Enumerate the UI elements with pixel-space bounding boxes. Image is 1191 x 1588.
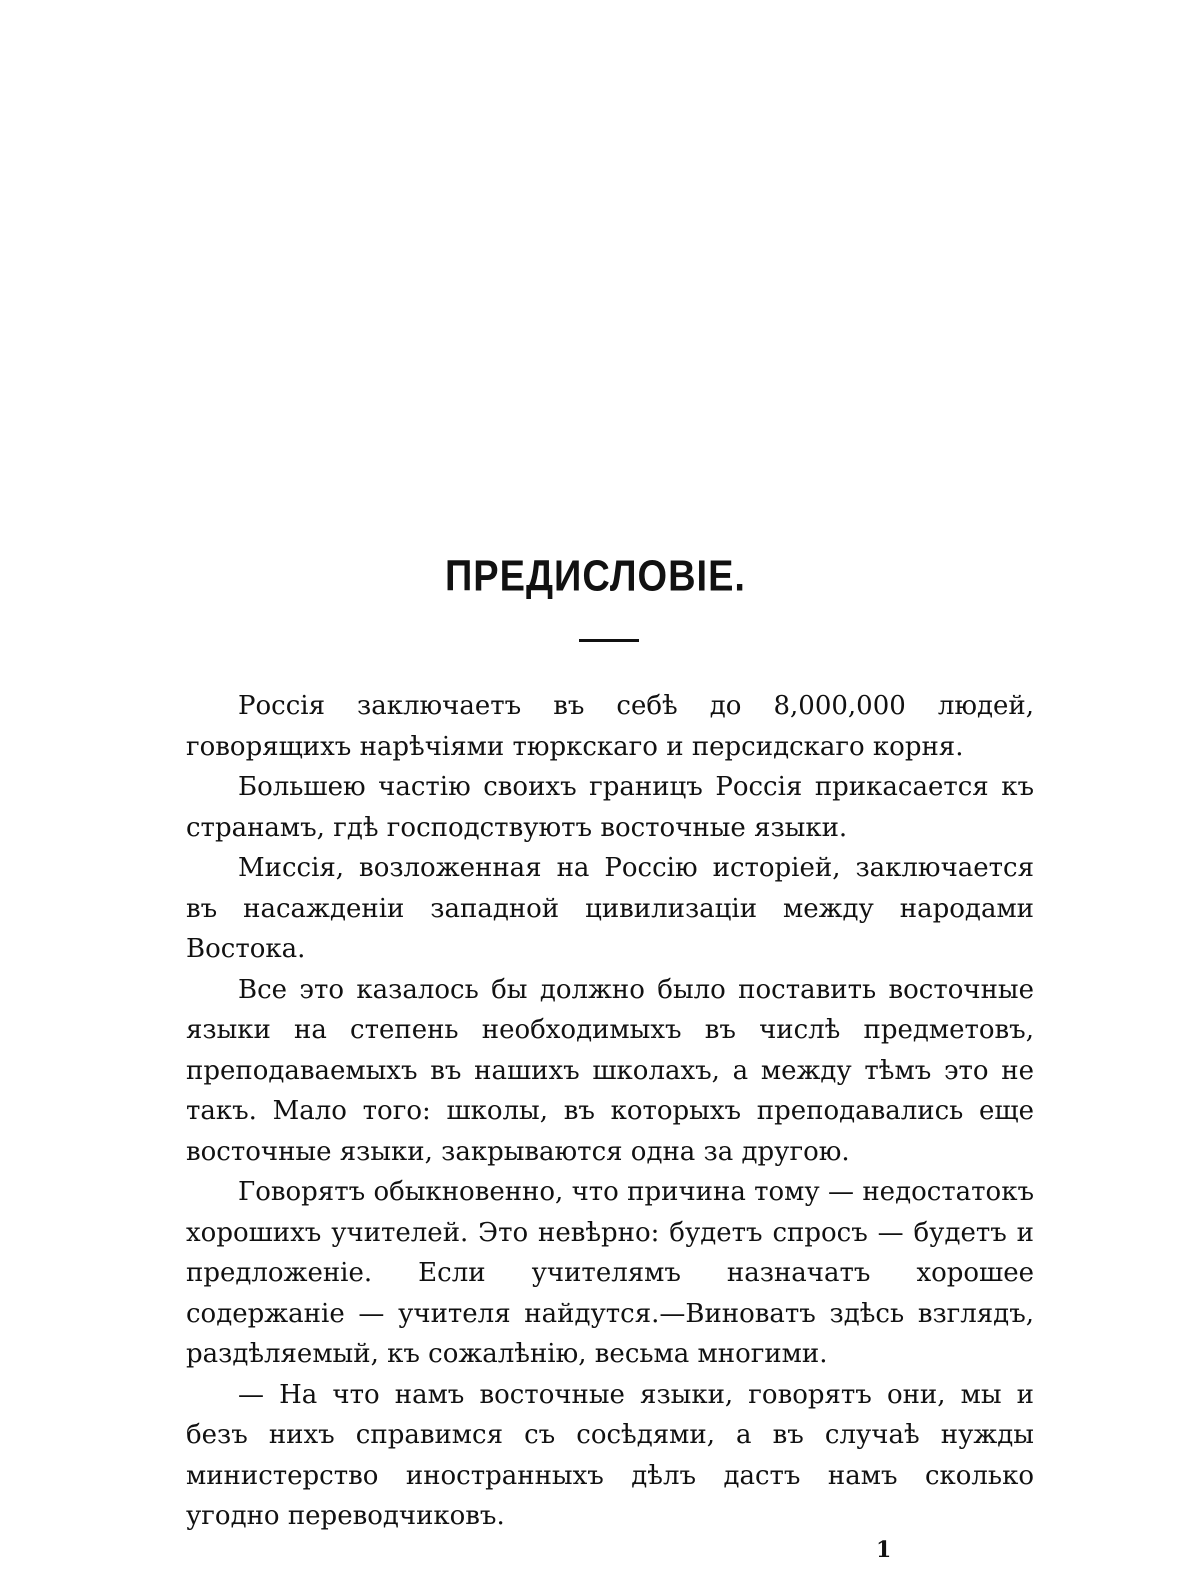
paragraph: Большею частію своихъ границъ Россія прикасается къ странамъ, гдѣ господствуютъ восточные языки.	[186, 772, 1034, 843]
preface-body	[186, 686, 1034, 1537]
paragraph: Россія заключаетъ въ себѣ до 8,000,000 людей, говорящихъ нарѣчіями тюркскаго и персидскаго корня.	[186, 691, 1034, 762]
page-number: 1	[876, 1537, 892, 1563]
paragraph: — На что намъ восточные языки, говорятъ они, мы и безъ нихъ справимся съ сосѣдями, а въ случаѣ нужды министерство иностранныхъ дѣлъ дастъ намъ сколько угодно переводчиковъ.	[186, 1379, 1034, 1531]
page-title: ПРЕДИСЛОВІЕ.	[444, 552, 746, 602]
paragraph: Все это казалось бы должно было поставить восточные языки на степень необходимыхъ въ числѣ предметовъ, преподаваемыхъ въ нашихъ школахъ, а между тѣмъ это не такъ. Мало того: школы, въ которыхъ преподавались еще восточные языки, закрываются одна за другою.	[186, 974, 1034, 1167]
title-divider	[579, 639, 639, 642]
paragraph: Миссія, возложенная на Россію исторіей, заключается въ насажденіи западной цивилизаціи между народами Востока.	[186, 853, 1034, 964]
paragraph: Говорятъ обыкновенно, что причина тому — недостатокъ хорошихъ учителей. Это невѣрно: будетъ спросъ — будетъ и предложеніе. Если учителямъ назначатъ хорошее содержаніе — учителя найдутся.—Виноватъ здѣсь взглядъ, раздѣляемый, къ сожалѣнію, весьма многими.	[186, 1177, 1034, 1369]
